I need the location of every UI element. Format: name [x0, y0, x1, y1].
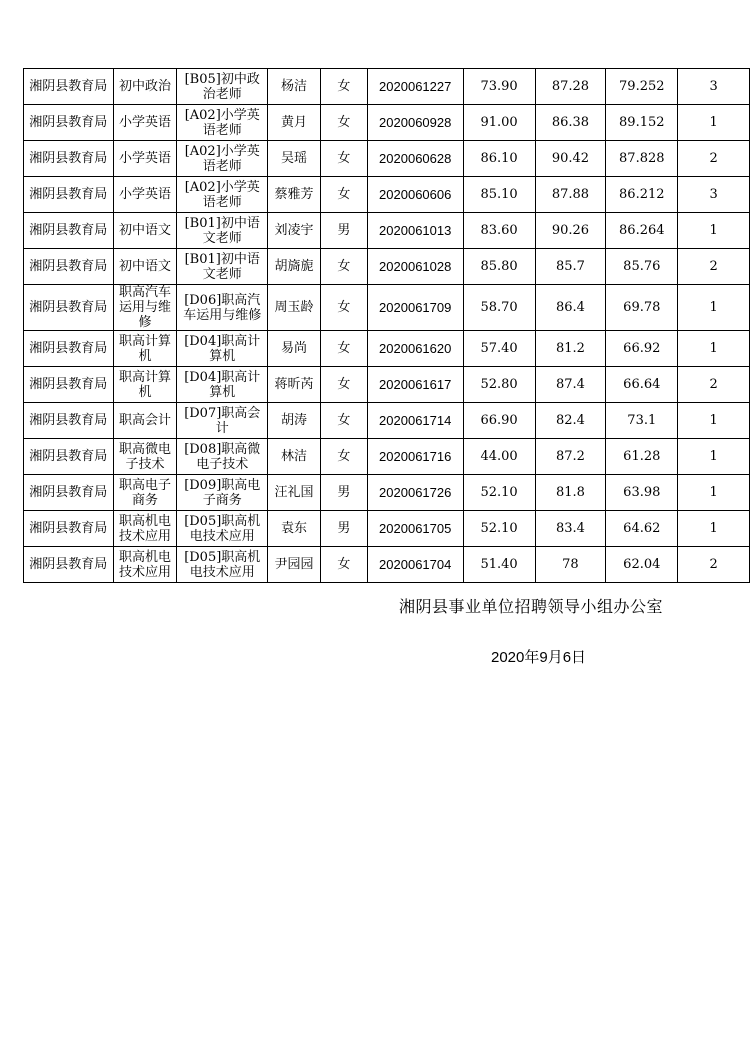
gender-cell: 女 [320, 403, 367, 439]
exam-id-cell: 2020060606 [367, 177, 463, 213]
rank-cell: 1 [678, 439, 750, 475]
name-cell: 林洁 [268, 439, 321, 475]
name-cell: 蒋昕芮 [268, 367, 321, 403]
table-row [24, 331, 750, 367]
rank-cell: 3 [678, 177, 750, 213]
name-cell: 周玉龄 [268, 285, 321, 331]
subject-cell: 职高机电技术应用 [113, 547, 177, 583]
name-cell: 杨洁 [268, 69, 321, 105]
post-cell: [D09]职高电子商务 [177, 475, 268, 511]
unit-cell: 湘阴县教育局 [24, 177, 114, 213]
post-cell: [D04]职高计算机 [177, 367, 268, 403]
unit-cell: 湘阴县教育局 [24, 69, 114, 105]
total-score-cell: 66.92 [606, 331, 678, 367]
interview-score-cell: 81.2 [535, 331, 606, 367]
unit-cell: 湘阴县教育局 [24, 213, 114, 249]
written-score-cell: 91.00 [463, 105, 535, 141]
total-score-cell: 89.152 [606, 105, 678, 141]
gender-cell: 男 [320, 213, 367, 249]
written-score-cell: 52.80 [463, 367, 535, 403]
interview-score-cell: 78 [535, 547, 606, 583]
table-row [24, 105, 750, 141]
post-cell: [D08]职高微电子技术 [177, 439, 268, 475]
unit-cell: 湘阴县教育局 [24, 367, 114, 403]
rank-cell: 1 [678, 475, 750, 511]
name-cell: 蔡雅芳 [268, 177, 321, 213]
total-score-cell: 64.62 [606, 511, 678, 547]
gender-cell: 女 [320, 331, 367, 367]
name-cell: 袁东 [268, 511, 321, 547]
unit-cell: 湘阴县教育局 [24, 141, 114, 177]
interview-score-cell: 82.4 [535, 403, 606, 439]
post-cell: [B01]初中语文老师 [177, 213, 268, 249]
total-score-cell: 85.76 [606, 249, 678, 285]
table-row [24, 439, 750, 475]
unit-cell: 湘阴县教育局 [24, 249, 114, 285]
rank-cell: 2 [678, 141, 750, 177]
subject-cell: 初中政治 [113, 69, 177, 105]
gender-cell: 女 [320, 105, 367, 141]
table-row [24, 367, 750, 403]
subject-cell: 小学英语 [113, 105, 177, 141]
written-score-cell: 44.00 [463, 439, 535, 475]
interview-score-cell: 90.42 [535, 141, 606, 177]
written-score-cell: 83.60 [463, 213, 535, 249]
rank-cell: 3 [678, 69, 750, 105]
exam-id-cell: 2020061620 [367, 331, 463, 367]
rank-cell: 1 [678, 213, 750, 249]
rank-cell: 1 [678, 511, 750, 547]
exam-id-cell: 2020060928 [367, 105, 463, 141]
written-score-cell: 51.40 [463, 547, 535, 583]
subject-cell: 小学英语 [113, 141, 177, 177]
exam-id-cell: 2020060628 [367, 141, 463, 177]
gender-cell: 女 [320, 249, 367, 285]
interview-score-cell: 87.4 [535, 367, 606, 403]
interview-score-cell: 81.8 [535, 475, 606, 511]
post-cell: [A02]小学英语老师 [177, 141, 268, 177]
rank-cell: 1 [678, 331, 750, 367]
written-score-cell: 52.10 [463, 511, 535, 547]
table-row [24, 511, 750, 547]
gender-cell: 女 [320, 285, 367, 331]
subject-cell: 职高电子商务 [113, 475, 177, 511]
exam-id-cell: 2020061028 [367, 249, 463, 285]
written-score-cell: 66.90 [463, 403, 535, 439]
total-score-cell: 86.212 [606, 177, 678, 213]
total-score-cell: 62.04 [606, 547, 678, 583]
total-score-cell: 66.64 [606, 367, 678, 403]
exam-id-cell: 2020061714 [367, 403, 463, 439]
interview-score-cell: 86.38 [535, 105, 606, 141]
subject-cell: 职高机电技术应用 [113, 511, 177, 547]
name-cell: 黄月 [268, 105, 321, 141]
unit-cell: 湘阴县教育局 [24, 285, 114, 331]
exam-id-cell: 2020061227 [367, 69, 463, 105]
total-score-cell: 73.1 [606, 403, 678, 439]
subject-cell: 职高会计 [113, 403, 177, 439]
exam-id-cell: 2020061013 [367, 213, 463, 249]
interview-score-cell: 83.4 [535, 511, 606, 547]
rank-cell: 1 [678, 285, 750, 331]
unit-cell: 湘阴县教育局 [24, 511, 114, 547]
total-score-cell: 69.78 [606, 285, 678, 331]
total-score-cell: 79.252 [606, 69, 678, 105]
table-row [24, 249, 750, 285]
table-row [24, 177, 750, 213]
name-cell: 吴瑶 [268, 141, 321, 177]
unit-cell: 湘阴县教育局 [24, 475, 114, 511]
exam-id-cell: 2020061704 [367, 547, 463, 583]
interview-score-cell: 87.88 [535, 177, 606, 213]
gender-cell: 女 [320, 367, 367, 403]
gender-cell: 女 [320, 177, 367, 213]
table-row [24, 69, 750, 105]
name-cell: 刘凌宇 [268, 213, 321, 249]
gender-cell: 女 [320, 547, 367, 583]
name-cell: 尹园园 [268, 547, 321, 583]
rank-cell: 1 [678, 105, 750, 141]
gender-cell: 女 [320, 141, 367, 177]
exam-id-cell: 2020061705 [367, 511, 463, 547]
unit-cell: 湘阴县教育局 [24, 547, 114, 583]
post-cell: [D04]职高计算机 [177, 331, 268, 367]
table-row [24, 141, 750, 177]
table-row [24, 547, 750, 583]
post-cell: [A02]小学英语老师 [177, 105, 268, 141]
written-score-cell: 85.10 [463, 177, 535, 213]
unit-cell: 湘阴县教育局 [24, 403, 114, 439]
gender-cell: 女 [320, 439, 367, 475]
written-score-cell: 86.10 [463, 141, 535, 177]
rank-cell: 2 [678, 367, 750, 403]
name-cell: 胡涛 [268, 403, 321, 439]
results-table-body [24, 69, 750, 583]
name-cell: 胡旖旎 [268, 249, 321, 285]
table-row [24, 403, 750, 439]
unit-cell: 湘阴县教育局 [24, 439, 114, 475]
total-score-cell: 61.28 [606, 439, 678, 475]
post-cell: [D05]职高机电技术应用 [177, 547, 268, 583]
name-cell: 易尚 [268, 331, 321, 367]
written-score-cell: 52.10 [463, 475, 535, 511]
exam-id-cell: 2020061709 [367, 285, 463, 331]
subject-cell: 初中语文 [113, 249, 177, 285]
gender-cell: 男 [320, 511, 367, 547]
exam-id-cell: 2020061716 [367, 439, 463, 475]
results-table [23, 68, 750, 583]
subject-cell: 小学英语 [113, 177, 177, 213]
footer-date: 2020年9月6日 [491, 649, 587, 666]
post-cell: [D05]职高机电技术应用 [177, 511, 268, 547]
table-row [24, 285, 750, 331]
written-score-cell: 73.90 [463, 69, 535, 105]
rank-cell: 2 [678, 547, 750, 583]
post-cell: [B01]初中语文老师 [177, 249, 268, 285]
interview-score-cell: 86.4 [535, 285, 606, 331]
post-cell: [A02]小学英语老师 [177, 177, 268, 213]
gender-cell: 女 [320, 69, 367, 105]
unit-cell: 湘阴县教育局 [24, 331, 114, 367]
rank-cell: 1 [678, 403, 750, 439]
interview-score-cell: 87.28 [535, 69, 606, 105]
subject-cell: 初中语文 [113, 213, 177, 249]
post-cell: [D07]职高会计 [177, 403, 268, 439]
footer-organization: 湘阴县事业单位招聘领导小组办公室 [399, 597, 664, 616]
rank-cell: 2 [678, 249, 750, 285]
written-score-cell: 58.70 [463, 285, 535, 331]
post-cell: [B05]初中政治老师 [177, 69, 268, 105]
interview-score-cell: 87.2 [535, 439, 606, 475]
subject-cell: 职高汽车运用与维修 [113, 285, 177, 331]
interview-score-cell: 85.7 [535, 249, 606, 285]
total-score-cell: 86.264 [606, 213, 678, 249]
subject-cell: 职高微电子技术 [113, 439, 177, 475]
exam-id-cell: 2020061726 [367, 475, 463, 511]
interview-score-cell: 90.26 [535, 213, 606, 249]
gender-cell: 男 [320, 475, 367, 511]
written-score-cell: 57.40 [463, 331, 535, 367]
subject-cell: 职高计算机 [113, 331, 177, 367]
written-score-cell: 85.80 [463, 249, 535, 285]
exam-id-cell: 2020061617 [367, 367, 463, 403]
unit-cell: 湘阴县教育局 [24, 105, 114, 141]
name-cell: 汪礼国 [268, 475, 321, 511]
subject-cell: 职高计算机 [113, 367, 177, 403]
total-score-cell: 63.98 [606, 475, 678, 511]
table-row [24, 475, 750, 511]
table-row [24, 213, 750, 249]
total-score-cell: 87.828 [606, 141, 678, 177]
post-cell: [D06]职高汽车运用与维修 [177, 285, 268, 331]
